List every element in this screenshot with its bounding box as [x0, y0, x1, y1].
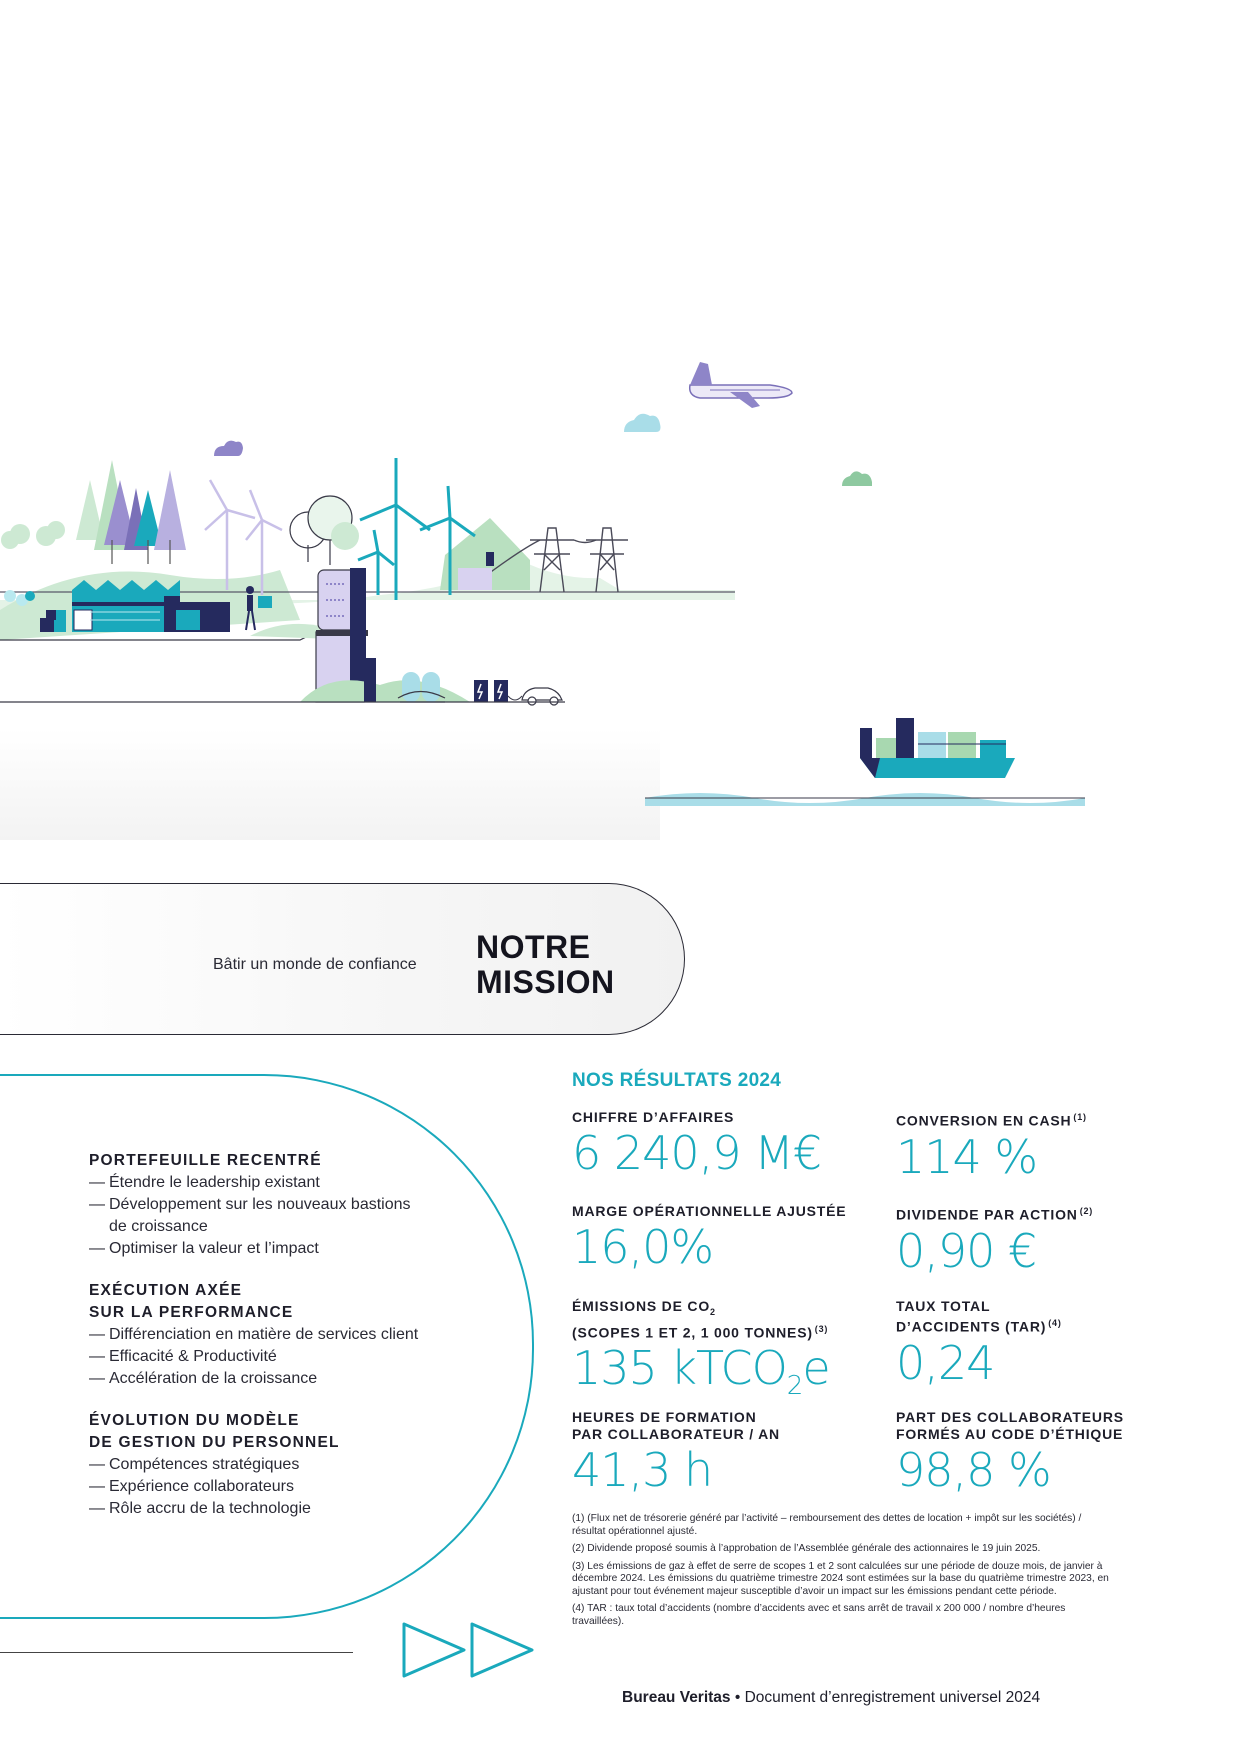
bush-icon — [1, 521, 65, 549]
divider — [0, 1652, 353, 1653]
cloud-icon — [842, 471, 872, 486]
footnote: (3) Les émissions de gaz à effet de serre de scopes 1 et 2 sont calculées sur une période de douze mois, de janvier à décembre 2024. Les émissions du quatrième trimestre 2024 sont estimées sur la base du quatrième trimestre 2023, en ajustant pour tout événement majeur susceptible d’avoir un impact sur les émissions pendant cette période. — [572, 1560, 1109, 1597]
kpi-label: PART DES COLLABORATEURS — [896, 1409, 1124, 1425]
footnote-ref: (4) — [1048, 1318, 1062, 1328]
kpi-accident-rate — [896, 1298, 1062, 1390]
kpi-label-text: DIVIDENDE PAR ACTION — [896, 1206, 1078, 1223]
footnote: (1) (Flux net de trésorerie généré par l’activité – remboursement des dettes de location + impôt sur les sociétés) / résultat opérationnel ajusté. — [572, 1513, 1082, 1537]
kpi-value: 0,24 — [896, 1335, 995, 1390]
water-waves — [645, 793, 1085, 806]
pillar-item: — Rôle accru de la technologie — [89, 1498, 419, 1520]
kpi-label: PAR COLLABORATEUR / AN — [572, 1426, 780, 1442]
kpi-cash-conversion — [896, 1109, 1087, 1184]
cloud-icon — [214, 441, 243, 456]
pillar-title: DE GESTION DU PERSONNEL — [89, 1434, 340, 1451]
kpi-label — [896, 1315, 1062, 1336]
kpi-value: 114 % — [896, 1129, 1038, 1184]
kpi-value-sub: 2 — [786, 1371, 803, 1402]
kpi-label — [896, 1203, 1093, 1224]
footer-company: Bureau Veritas — [622, 1689, 731, 1706]
kpi-dividend — [896, 1203, 1093, 1278]
pillar-performance — [89, 1280, 419, 1390]
pillar-item: — Efficacité & Productivité — [89, 1346, 419, 1368]
kpi-ethics-training — [896, 1409, 1124, 1497]
pillar-item: — Compétences stratégiques — [89, 1454, 419, 1476]
mission-title-line: MISSION — [476, 964, 615, 1000]
pillar-portfolio — [89, 1150, 419, 1260]
airplane-icon — [690, 362, 792, 408]
kpi-value: 41,3 h — [572, 1443, 713, 1497]
kpi-value: 98,8 % — [896, 1443, 1051, 1497]
kpi-label-text: (SCOPES 1 ET 2, 1 000 TONNES) — [572, 1324, 813, 1341]
landscape-illustration — [0, 340, 1240, 840]
pillar-item: — Développement sur les nouveaux bastions de croissance — [89, 1194, 419, 1238]
kpi-value-main: 135 kTCO — [572, 1341, 787, 1396]
results-title: NOS RÉSULTATS 2024 — [572, 1070, 782, 1091]
tree-icon — [290, 496, 359, 565]
kpi-label — [572, 1321, 830, 1342]
pillar-item: — Accélération de la croissance — [89, 1368, 419, 1390]
kpi-margin — [572, 1203, 846, 1274]
kpi-value: 0,90 € — [896, 1223, 1037, 1278]
cloud-icon — [624, 414, 661, 432]
kpi-value — [572, 1341, 830, 1413]
page-footer — [622, 1689, 1040, 1707]
kpi-label-text: CONVERSION EN CASH — [896, 1112, 1072, 1129]
kpi-value-end: e — [802, 1341, 830, 1396]
forward-arrows-icon — [402, 1620, 538, 1680]
kpi-training-hours — [572, 1409, 780, 1497]
mission-tagline: Bâtir un monde de confiance — [213, 956, 417, 973]
mission-title — [476, 930, 615, 1000]
footnote-ref: (3) — [814, 1323, 829, 1334]
pillar-item: — Différenciation en matière de services client — [89, 1324, 419, 1346]
kpi-value: 6 240,9 M€ — [572, 1126, 822, 1180]
kpi-label-sub: 2 — [710, 1306, 716, 1317]
pillar-title: EXÉCUTION AXÉE — [89, 1282, 243, 1299]
footnotes — [572, 1513, 1112, 1633]
pillar-item: — Expérience collaborateurs — [89, 1476, 419, 1498]
kpi-label — [572, 1298, 830, 1321]
pillar-title: SUR LA PERFORMANCE — [89, 1304, 294, 1321]
kpi-label — [896, 1109, 1087, 1130]
footnote: (2) Dividende proposé soumis à l’approbation de l’Assemblée générale des actionnaires le 19 juin 2025. — [572, 1543, 1041, 1554]
kpi-label: TAUX TOTAL — [896, 1298, 991, 1314]
kpi-label-text: ÉMISSIONS DE CO — [572, 1298, 711, 1314]
pillar-item: — Optimiser la valeur et l’impact — [89, 1238, 419, 1260]
footnote-ref: (2) — [1079, 1206, 1094, 1216]
pillar-title: ÉVOLUTION DU MODÈLE — [89, 1412, 300, 1429]
footnote: (4) TAR : taux total d’accidents (nombre d’accidents avec et sans arrêt de travail x 200 000 / nombre d’heures travaillées). — [572, 1603, 1066, 1627]
kpi-label-text: D’ACCIDENTS (TAR) — [896, 1318, 1047, 1335]
pillar-item: — Étendre le leadership existant — [89, 1172, 419, 1194]
kpi-value: 16,0% — [572, 1220, 714, 1274]
kpi-label: FORMÉS AU CODE D’ÉTHIQUE — [896, 1426, 1124, 1442]
strategy-pillars — [89, 1150, 419, 1540]
kpi-co2 — [572, 1298, 830, 1414]
mission-title-line: NOTRE — [476, 929, 591, 965]
kpi-label: HEURES DE FORMATION — [572, 1409, 757, 1425]
cargo-ship-icon — [860, 718, 1015, 778]
tree-icon — [76, 460, 186, 564]
footer-document: Document d’enregistrement universel 2024 — [744, 1689, 1041, 1706]
kpi-label: MARGE OPÉRATIONNELLE AJUSTÉE — [572, 1203, 847, 1219]
footnote-ref: (1) — [1073, 1112, 1087, 1122]
pillar-title: PORTEFEUILLE RECENTRÉ — [89, 1152, 322, 1169]
ev-charger-icon — [474, 680, 508, 702]
pillar-people — [89, 1410, 419, 1520]
footer-separator: • — [730, 1689, 745, 1706]
kpi-label: CHIFFRE D’AFFAIRES — [572, 1109, 735, 1125]
kpi-revenue — [572, 1109, 821, 1180]
